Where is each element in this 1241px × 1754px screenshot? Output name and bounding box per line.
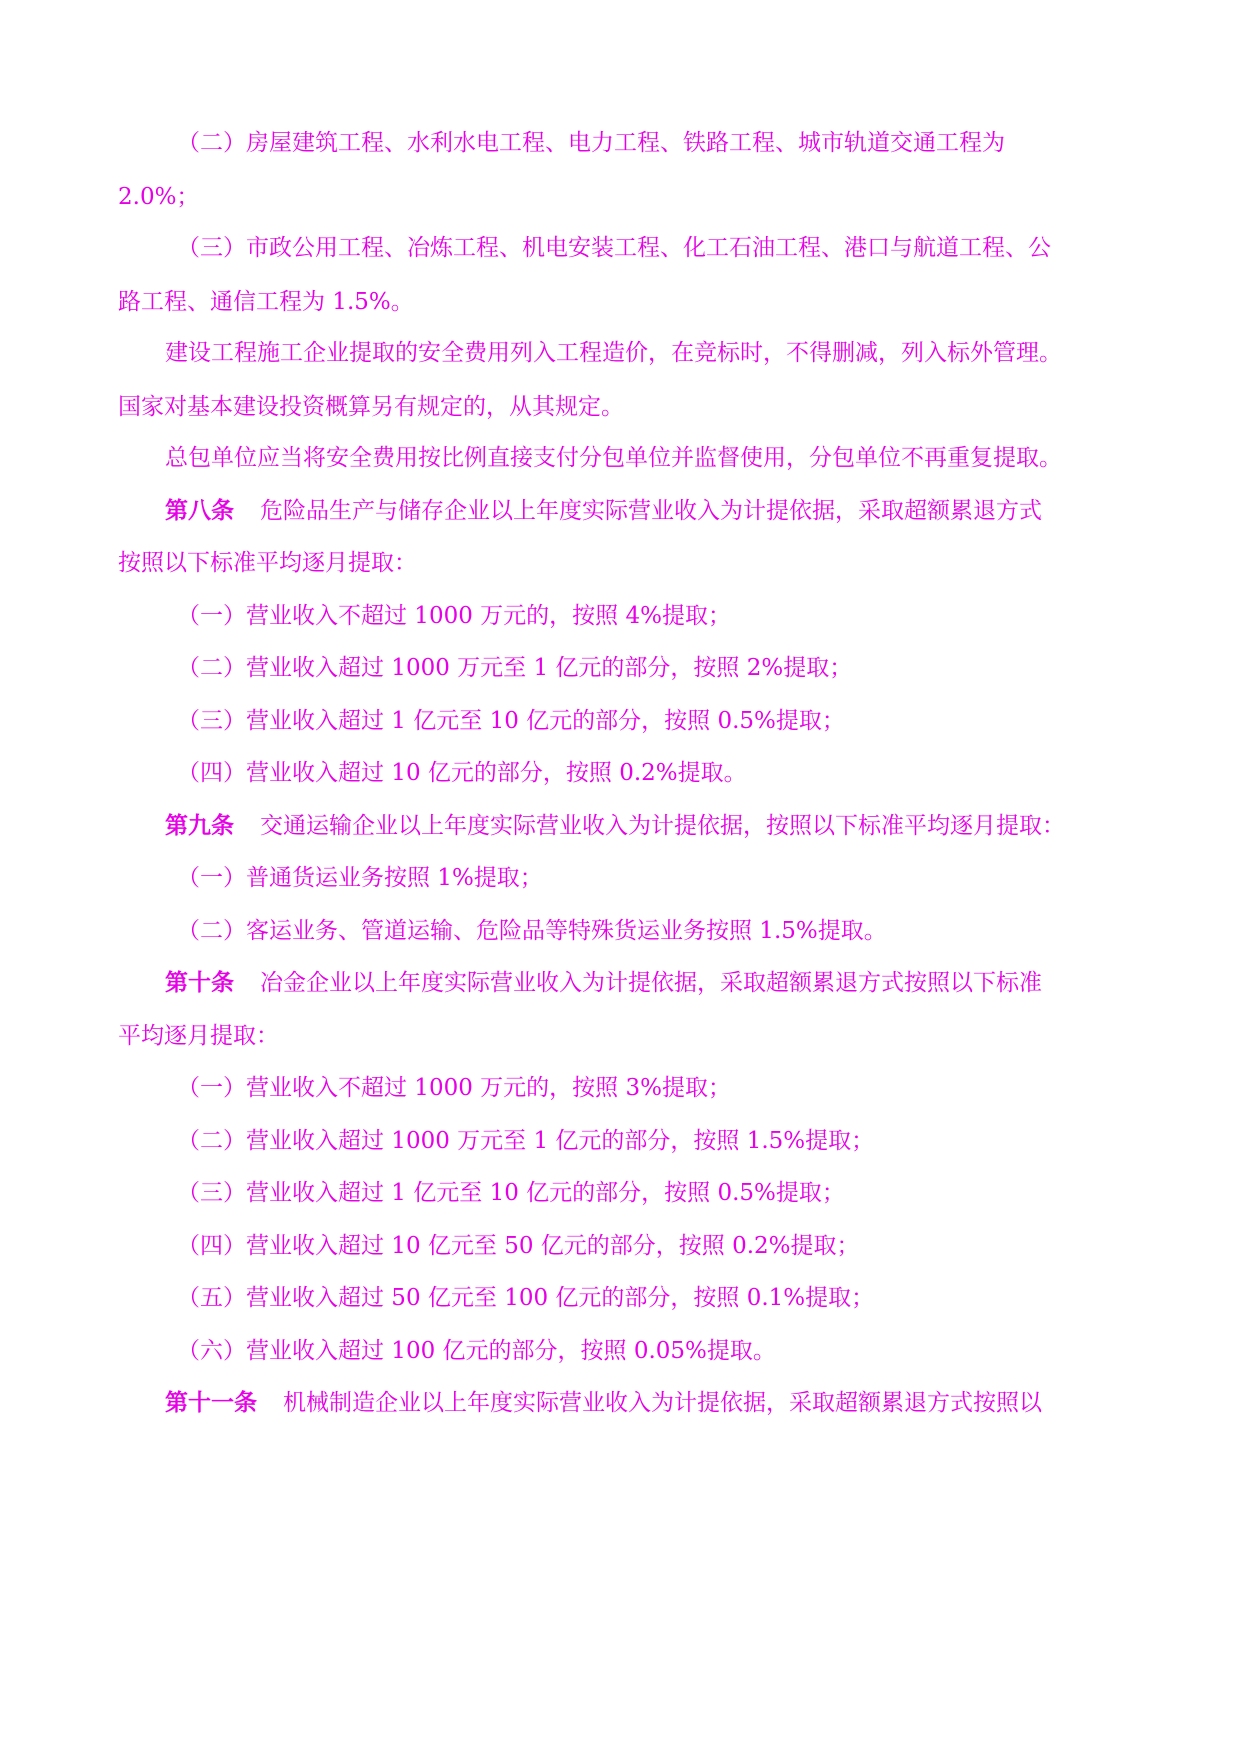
paragraph-text: 交通运输企业以上年度实际营业收入为计提依据，按照以下标准平均逐月提取： (260, 813, 1065, 839)
paragraph-line: 建设工程施工企业提取的安全费用列入工程造价，在竞标时，不得删减，列入标外管理。 (165, 340, 1062, 366)
paragraph-line: 路工程、通信工程为 1.5%。 (118, 289, 414, 315)
list-item: （一）营业收入不超过 1000 万元的，按照 4%提取； (177, 603, 731, 629)
list-item: （四）营业收入超过 10 亿元至 50 亿元的部分，按照 0.2%提取； (177, 1233, 860, 1259)
list-item: （二）客运业务、管道运输、危险品等特殊货运业务按照 1.5%提取。 (177, 918, 887, 944)
list-item: （四）营业收入超过 10 亿元的部分，按照 0.2%提取。 (177, 760, 747, 786)
article-10-paragraph (165, 968, 1042, 998)
paragraph-line: 平均逐月提取： (118, 1023, 279, 1049)
article-heading: 第十一条 (165, 1390, 257, 1416)
list-item: （二）营业收入超过 1000 万元至 1 亿元的部分，按照 1.5%提取； (177, 1128, 875, 1154)
paragraph-text: 冶金企业以上年度实际营业收入为计提依据，采取超额累退方式按照以下标准 (260, 970, 1042, 996)
paragraph-text: 机械制造企业以上年度实际营业收入为计提依据，采取超额累退方式按照以 (283, 1390, 1042, 1416)
list-item: （一）普通货运业务按照 1%提取； (177, 865, 543, 891)
list-item: （三）营业收入超过 1 亿元至 10 亿元的部分，按照 0.5%提取； (177, 708, 845, 734)
article-heading: 第十条 (165, 970, 234, 996)
article-11-paragraph (165, 1388, 1042, 1418)
paragraph-line: 国家对基本建设投资概算另有规定的，从其规定。 (118, 394, 624, 420)
paragraph-line: （三）市政公用工程、冶炼工程、机电安装工程、化工石油工程、港口与航道工程、公 (177, 235, 1051, 261)
paragraph-line: （二）房屋建筑工程、水利水电工程、电力工程、铁路工程、城市轨道交通工程为 (177, 130, 1005, 156)
list-item: （一）营业收入不超过 1000 万元的，按照 3%提取； (177, 1075, 731, 1101)
list-item: （三）营业收入超过 1 亿元至 10 亿元的部分，按照 0.5%提取； (177, 1180, 845, 1206)
paragraph-line: 按照以下标准平均逐月提取： (118, 550, 417, 576)
article-heading: 第九条 (165, 813, 234, 839)
list-item: （二）营业收入超过 1000 万元至 1 亿元的部分，按照 2%提取； (177, 655, 853, 681)
paragraph-line: 总包单位应当将安全费用按比例直接支付分包单位并监督使用，分包单位不再重复提取。 (165, 445, 1062, 471)
article-8-paragraph (165, 496, 1042, 526)
article-heading: 第八条 (165, 498, 234, 524)
article-9-paragraph (165, 811, 1065, 841)
paragraph-text: 危险品生产与储存企业以上年度实际营业收入为计提依据，采取超额累退方式 (260, 498, 1042, 524)
list-item: （六）营业收入超过 100 亿元的部分，按照 0.05%提取。 (177, 1338, 776, 1364)
paragraph-line: 2.0%； (118, 184, 200, 210)
list-item: （五）营业收入超过 50 亿元至 100 亿元的部分，按照 0.1%提取； (177, 1285, 875, 1311)
